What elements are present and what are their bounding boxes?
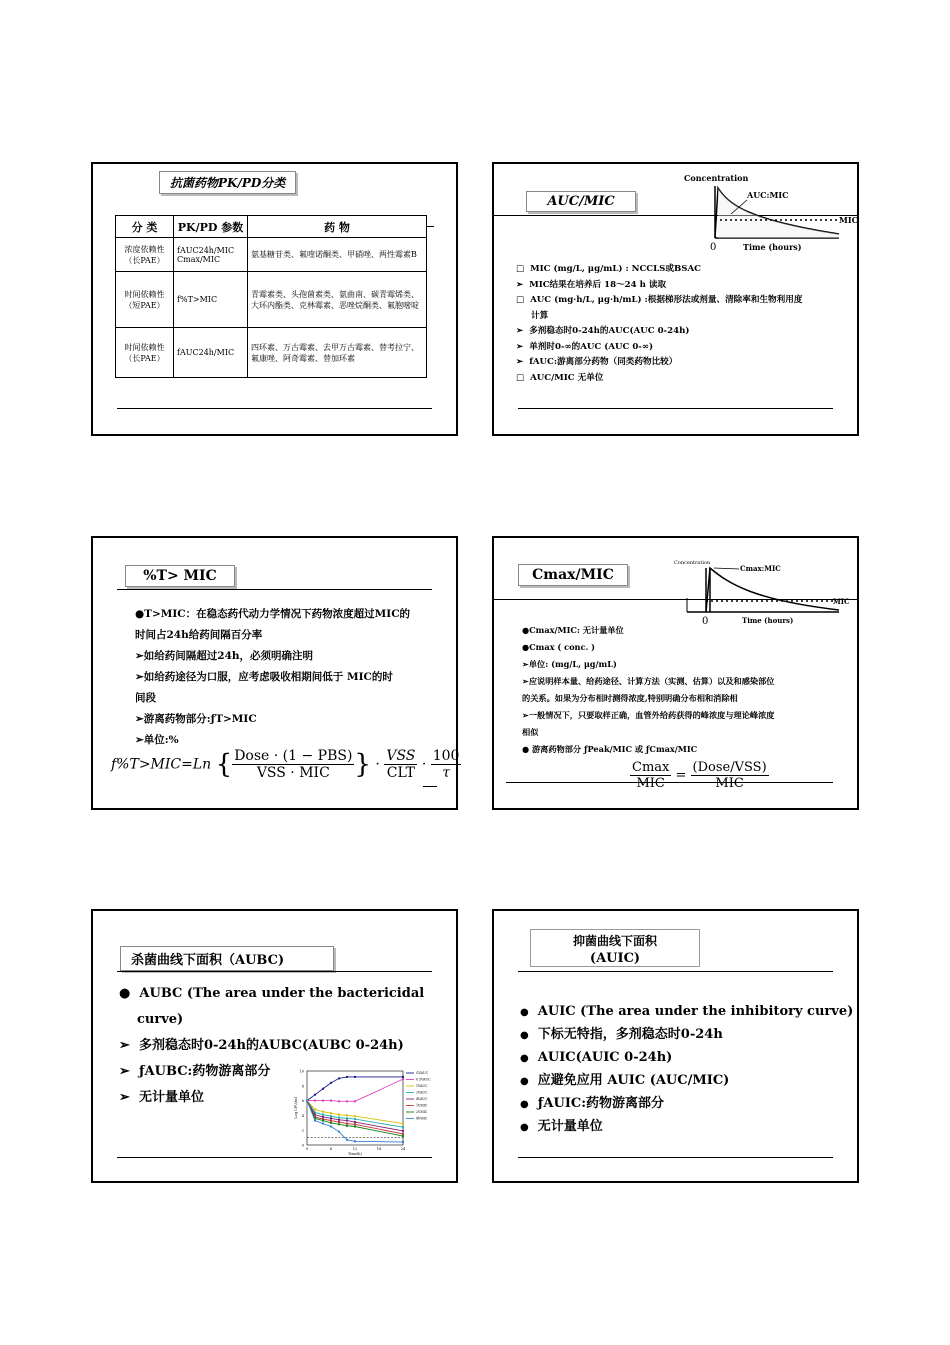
chart-concentration-label: Concentration (674, 560, 711, 566)
header-class: 分 类 (116, 216, 174, 238)
data-point (338, 1117, 340, 1119)
slide-cmax-mic (492, 536, 859, 810)
y-tick-label: 4 (301, 1113, 304, 1118)
data-point (338, 1119, 340, 1121)
legend-entry: 4VAUC (416, 1097, 428, 1102)
data-point (402, 1133, 404, 1135)
slide-title: 杀菌曲线下面积（AUBC) (120, 946, 334, 971)
data-point (346, 1076, 348, 1078)
list-item: ➢ 多剂稳态时0-24h的AUBC(AUBC 0-24h) (119, 1038, 404, 1053)
cmax-mic-chart (674, 554, 859, 630)
legend-entry: 0.5VAUC (416, 1077, 431, 1082)
slide-title: 抗菌药物PK/PD分类 (159, 171, 296, 194)
row-drugs: 氨基糖苷类、氟喹诺酮类、甲硝唑、两性霉素B (248, 238, 427, 272)
legend-entry: 2VMIC (416, 1110, 428, 1115)
slide-auc-mic (492, 162, 859, 436)
data-point (330, 1112, 332, 1114)
legend-entry: GVAUC (416, 1071, 429, 1076)
data-point (338, 1100, 340, 1102)
list-item: ➢应说明样本量、给药途径、计算方法（实测、估算）以及和感染部位 (522, 676, 775, 686)
chart-mic-label: MIC (833, 597, 850, 606)
data-point (354, 1121, 356, 1123)
data-point (402, 1076, 404, 1078)
pkpd-table (115, 215, 427, 378)
x-tick-label: 18 (376, 1147, 382, 1151)
legend-entry: 2VAUC (416, 1090, 428, 1095)
data-point (346, 1100, 348, 1102)
y-tick-label: 10 (299, 1069, 304, 1074)
aubc-time-kill-chart (293, 1063, 443, 1159)
list-item: □ AUC/MIC 无单位 (516, 372, 604, 383)
list-item: ●Cmax ( conc. ) (522, 642, 596, 652)
cmax-formula: $\frac{Cmax}{\text{MIC}}$ = $\frac{\text{(Dose/VSS)}}{\text{MIC}}$ (632, 760, 767, 791)
data-point (322, 1116, 324, 1118)
data-point (402, 1126, 404, 1128)
data-point (354, 1140, 356, 1142)
data-point (330, 1115, 332, 1117)
data-point (402, 1123, 404, 1125)
chart-mic-label: MIC (839, 215, 858, 225)
list-item: ➢单位:% (135, 734, 179, 746)
slide-t-mic (91, 536, 458, 810)
list-item: ➢ 单剂时0-∞的AUC (AUC 0-∞) (516, 341, 654, 352)
slide-title: Cmax/MIC (518, 564, 628, 586)
list-item: □ MIC (mg/L, μg/mL) : NCCLS或BSAC (516, 264, 701, 274)
row-param: fAUC24h/MIC Cmax/MIC (174, 238, 248, 272)
chart-auc-mic-label: AUC:MIC (747, 190, 789, 200)
row-class: 浓度依赖性 （长PAE） (116, 238, 174, 272)
x-axis-label: Time(h) (348, 1152, 362, 1156)
data-point (354, 1123, 356, 1125)
list-item: ● 无计量单位 (520, 1119, 603, 1134)
data-point (354, 1115, 356, 1117)
plot-frame (307, 1071, 403, 1145)
chart-time-label: Time (hours) (743, 242, 802, 252)
legend-entry: 1VMIC (416, 1103, 428, 1108)
list-item: 计算 (531, 310, 549, 321)
list-item: ➢如给药途径为口服，应考虑吸收相期间低于 MIC的时 (135, 671, 393, 683)
list-item: ➢ 无计量单位 (119, 1090, 204, 1105)
data-point (354, 1076, 356, 1078)
legend-entry: 1VAUC (416, 1084, 428, 1089)
list-item: ➢一般情况下，只要取样正确，血管外给药获得的峰浓度与理论峰浓度 (522, 710, 775, 720)
y-tick-label: 0 (301, 1143, 304, 1148)
data-point (346, 1139, 348, 1141)
data-point (354, 1100, 356, 1102)
chart-time-label: Time (hours) (742, 616, 794, 625)
y-tick-label: 6 (301, 1099, 304, 1104)
chart-zero-label: 0 (702, 616, 709, 627)
y-tick-label: 8 (301, 1084, 304, 1089)
list-item: ● 应避免应用 AUIC (AUC/MIC) (520, 1073, 730, 1088)
data-point (322, 1123, 324, 1125)
data-point (338, 1121, 340, 1123)
data-point (338, 1123, 340, 1125)
list-item: ➢ ƒAUBC:药物游离部分 (119, 1064, 271, 1079)
slide-aubc (91, 909, 458, 1183)
data-point (322, 1100, 324, 1102)
auc-items (516, 262, 802, 386)
data-point (330, 1082, 332, 1084)
slide-title: 抑菌曲线下面积 (AUIC) (530, 929, 700, 967)
row-param: f%T>MIC (174, 272, 248, 328)
y-tick-label: 2 (301, 1128, 304, 1133)
row-drugs: 四环素、万古霉素、去甲万古霉素、替考拉宁、氟康唑、阿奇霉素、替加环素 (248, 328, 427, 378)
legend-entry: 4VMIC (416, 1116, 428, 1121)
list-item: 的关系。如果为分布相时测得浓度,特别明确分布相和消除相 (522, 693, 738, 703)
data-point (346, 1117, 348, 1119)
row-drugs: 青霉素类、头孢菌素类、氨曲南、碳青霉烯类、大环内酯类、克林霉素、恶唑烷酮类、氟胞嘧啶 (248, 272, 427, 328)
list-item: ➢游离药物部分:ƒT>MIC (135, 713, 257, 725)
data-point (402, 1141, 404, 1143)
data-point (314, 1120, 316, 1122)
cmax-items (522, 622, 775, 758)
data-point (346, 1125, 348, 1127)
data-point (314, 1100, 316, 1102)
header-drugs: 药 物 (248, 216, 427, 238)
data-point (314, 1094, 316, 1096)
list-item: ●T>MIC：在稳态药代动力学情况下药物浓度超过MIC的 (135, 608, 411, 620)
data-point (330, 1120, 332, 1122)
list-item: 时间占24h给药间隔百分率 (135, 629, 263, 641)
data-point (330, 1122, 332, 1124)
data-point (306, 1100, 308, 1102)
slide-title: AUC/MIC (526, 191, 636, 212)
data-point (338, 1077, 340, 1079)
list-item: 相似 (522, 727, 539, 737)
x-tick-label: 6 (329, 1147, 333, 1151)
list-item: ➢ fAUC:游离部分药物（同类药物比较） (516, 357, 678, 367)
x-tick-label: 24 (400, 1147, 406, 1151)
data-point (330, 1117, 332, 1119)
list-item: ● ƒAUIC:药物游离部分 (520, 1096, 665, 1111)
header-param: PK/PD 参数 (174, 216, 248, 238)
data-point (322, 1088, 324, 1090)
list-item: ● AUIC(AUIC 0-24h) (520, 1050, 673, 1065)
series-line (307, 1101, 403, 1134)
data-point (330, 1126, 332, 1128)
list-item: □ AUC (mg·h/L, μg·h/mL) :根据梯形法或剂量、清除率和生物利用度 (516, 295, 803, 305)
list-item: curve) (137, 1012, 184, 1027)
data-point (354, 1126, 356, 1128)
list-item: ●Cmax/MIC: 无计量单位 (522, 625, 624, 635)
list-item: ● 下标无特指，多剂稳态时0-24h (520, 1027, 723, 1042)
x-tick-label: 12 (352, 1147, 358, 1151)
x-tick-label: 0 (305, 1147, 309, 1151)
chart-concentration-label: Concentration (684, 173, 749, 183)
data-point (330, 1100, 332, 1102)
data-point (346, 1123, 348, 1125)
data-point (314, 1108, 316, 1110)
t-mic-items (135, 604, 410, 751)
y-axis-label: Log CFU/ml (294, 1097, 298, 1119)
list-item: ➢单位: (mg/L, μg/mL) (522, 659, 617, 669)
t-mic-formula: f%T>MIC=Ln { $\frac{\text{Dose · (1 − PBS)}}{\text{VSS · MIC}}$ } · $\frac{\text{VSS}}{\text{CLT}}$ · $\frac{100}{\tau}$ (111, 748, 460, 781)
slide-pkpd-classification (91, 162, 458, 436)
list-item: ➢如给药间隔超过24h，必须明确注明 (135, 650, 314, 662)
series-line (307, 1077, 403, 1101)
list-item: ● 游离药物部分 ƒPeak/MIC 或 ƒCmax/MIC (522, 744, 698, 754)
list-item: ● AUBC (The area under the bactericidal (119, 986, 425, 1001)
auic-items (520, 1001, 853, 1139)
row-class: 时间依赖性 （短PAE） (116, 272, 174, 328)
list-item: ➢ MIC结果在培养后 18～24 h 读取 (516, 279, 667, 290)
list-item: 间段 (135, 692, 156, 704)
data-point (346, 1114, 348, 1116)
slide-auic (492, 909, 859, 1183)
list-item: ● AUIC (The area under the inhibitory curve) (520, 1004, 854, 1019)
data-point (322, 1120, 324, 1122)
data-point (402, 1078, 404, 1080)
slide-title: %T> MIC (125, 565, 235, 587)
data-point (402, 1135, 404, 1137)
row-class: 时间依赖性 （长PAE） (116, 328, 174, 378)
data-point (354, 1118, 356, 1120)
data-point (322, 1114, 324, 1116)
row-param: fAUC24h/MIC (174, 328, 248, 378)
data-point (338, 1131, 340, 1133)
chart-zero-label: 0 (710, 242, 717, 253)
chart-cmax-mic-label: Cmax:MIC (740, 564, 781, 573)
data-point (338, 1114, 340, 1116)
data-point (322, 1111, 324, 1113)
data-point (402, 1130, 404, 1132)
auc-mic-chart (684, 170, 859, 256)
data-point (346, 1120, 348, 1122)
list-item: ➢ 多剂稳态时0-24h的AUC(AUC 0-24h) (516, 326, 690, 336)
